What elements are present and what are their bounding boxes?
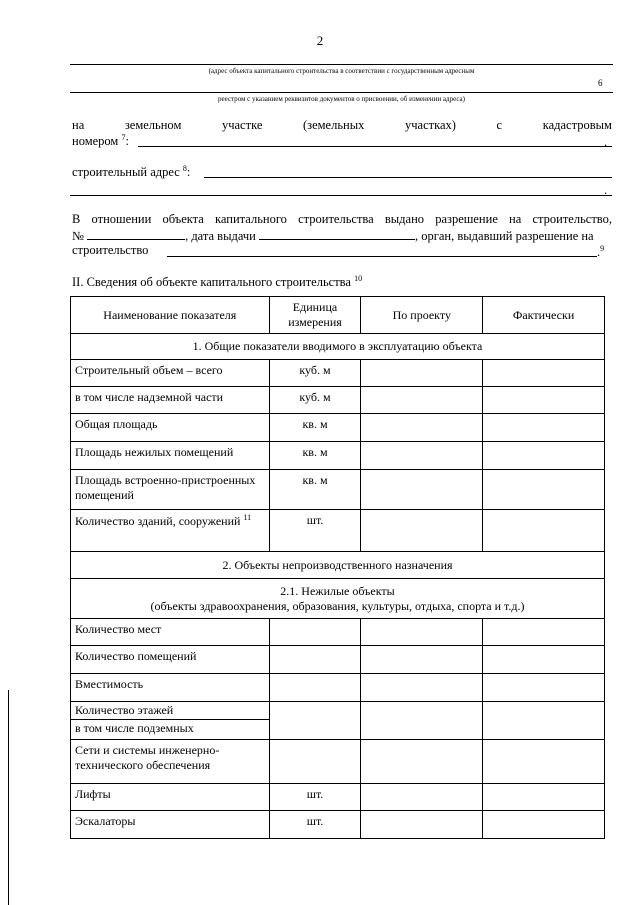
registry-line	[70, 92, 613, 93]
project-cell[interactable]	[361, 702, 483, 740]
page-number: 2	[316, 33, 324, 48]
table-row: Эскалаторы шт.	[71, 811, 605, 839]
table-row: Лифты шт.	[71, 784, 605, 811]
section-2-header: 2. Объекты непроизводственного назначения	[71, 552, 605, 579]
table-row: Сети и системы инженерно-технического обеспечения	[71, 740, 605, 784]
land-line: на земельном участке (земельных участках) с кадастровым	[72, 118, 612, 132]
actual-cell[interactable]	[483, 470, 605, 510]
actual-cell[interactable]	[483, 740, 605, 784]
cadastral-field[interactable]	[138, 146, 612, 147]
actual-cell[interactable]	[483, 646, 605, 674]
build-addr-field[interactable]	[204, 177, 612, 178]
col-actual-header: Фактически	[483, 297, 605, 334]
permit-line-2: № , дата выдачи , орган, выдавший разрешение на	[72, 229, 594, 243]
project-cell[interactable]	[361, 387, 483, 414]
permit-line-3: строительство	[72, 243, 149, 257]
permit-date-field[interactable]	[259, 228, 415, 240]
actual-cell[interactable]	[483, 414, 605, 442]
table-row: Общая площадь кв. м	[71, 414, 605, 442]
actual-cell[interactable]	[483, 702, 605, 740]
project-cell[interactable]	[361, 619, 483, 646]
table-row: Количество этажей	[71, 702, 605, 720]
project-cell[interactable]	[361, 470, 483, 510]
actual-cell[interactable]	[483, 510, 605, 552]
actual-cell[interactable]	[483, 784, 605, 811]
actual-cell[interactable]	[483, 674, 605, 702]
address-caption: (адрес объекта капитального строительства в соответствии с государственным адресным	[208, 67, 475, 75]
address-line	[70, 64, 613, 65]
actual-cell[interactable]	[483, 442, 605, 470]
table-row: Вместимость	[71, 674, 605, 702]
col-name-header: Наименование показателя	[71, 297, 270, 334]
table-row: Количество зданий, сооружений $^{11}$ шт.	[71, 510, 605, 552]
project-cell[interactable]	[361, 811, 483, 839]
project-cell[interactable]	[361, 674, 483, 702]
table-row: Строительный объем – всего куб. м	[71, 360, 605, 387]
permit-organ-field[interactable]	[167, 256, 597, 257]
section-2-title: II. Сведения об объекте капитального строительства $^{10}$	[72, 274, 363, 290]
footnote-6: 6	[598, 78, 603, 88]
project-cell[interactable]	[361, 510, 483, 552]
actual-cell[interactable]	[483, 387, 605, 414]
registry-caption: реестром с указанием реквизитов документов о присвоении, об изменении адреса)	[218, 95, 465, 103]
actual-cell[interactable]	[483, 619, 605, 646]
table-header-row	[71, 297, 605, 334]
scan-margin-line	[8, 690, 9, 905]
project-cell[interactable]	[361, 442, 483, 470]
project-cell[interactable]	[361, 360, 483, 387]
actual-cell[interactable]	[483, 811, 605, 839]
actual-cell[interactable]	[483, 360, 605, 387]
object-info-table	[70, 296, 605, 839]
section-1-header: 1. Общие показатели вводимого в эксплуатацию объекта	[71, 334, 605, 360]
table-row: Площадь нежилых помещений кв. м	[71, 442, 605, 470]
project-cell[interactable]	[361, 784, 483, 811]
table-row: в том числе надземной части куб. м	[71, 387, 605, 414]
table-row: Площадь встроенно-пристроенных помещений кв. м	[71, 470, 605, 510]
table-row: Количество помещений	[71, 646, 605, 674]
cadastral-label: номером $^7$:	[72, 133, 129, 149]
permit-number-field[interactable]	[87, 228, 185, 240]
project-cell[interactable]	[361, 646, 483, 674]
build-addr-field-2[interactable]	[70, 195, 612, 196]
section-2-1-header: 2.1. Нежилые объекты (объекты здравоохранения, образования, культуры, отдыха, спорта и т.д.)	[71, 579, 605, 619]
col-project-header: По проекту	[361, 297, 483, 334]
table-row: Количество мест	[71, 619, 605, 646]
col-unit-header: Единица измерения	[269, 297, 361, 334]
project-cell[interactable]	[361, 414, 483, 442]
project-cell[interactable]	[361, 740, 483, 784]
table-row: в том числе подземных	[71, 720, 605, 740]
build-addr-label: строительный адрес $^8$:	[72, 164, 191, 180]
permit-line-1: В отношении объекта капитального строительства выдано разрешение на строительство,	[72, 212, 612, 226]
